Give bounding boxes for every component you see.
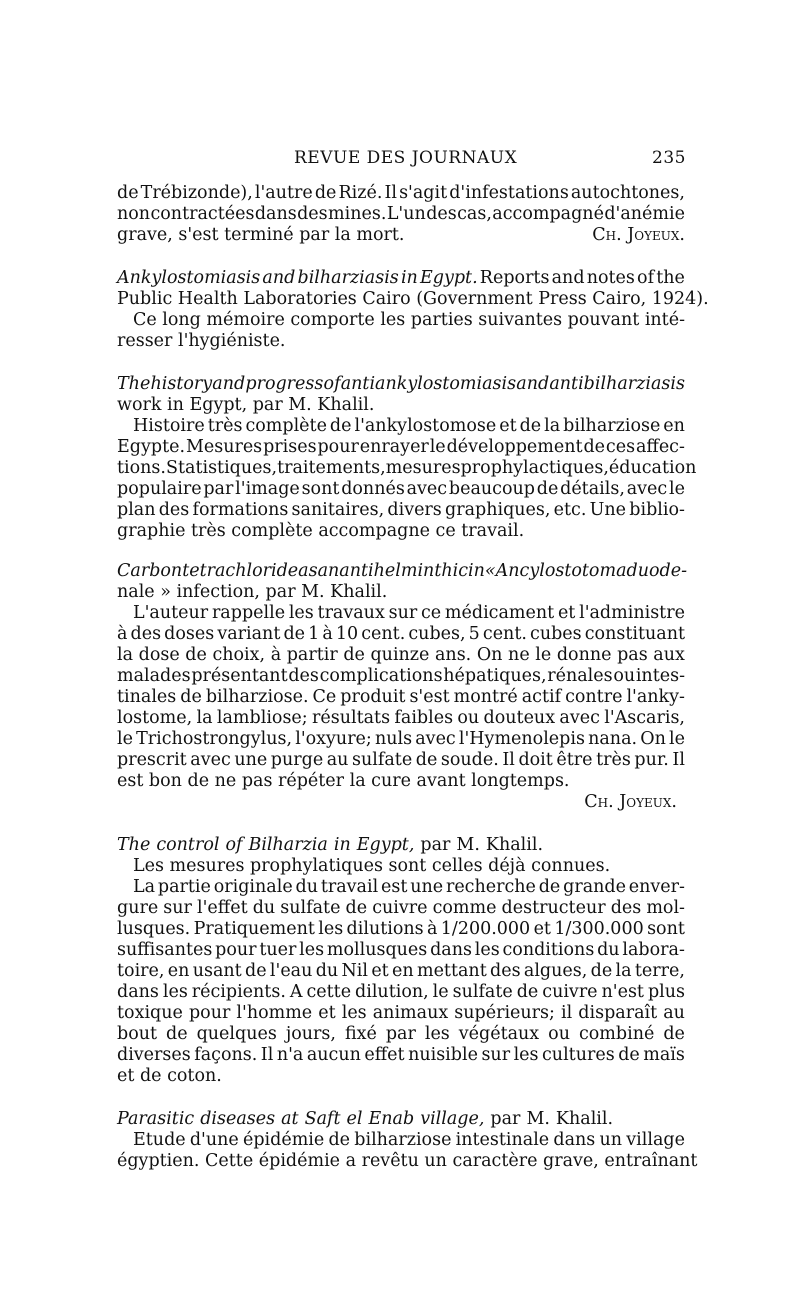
text-line: à des doses variant de 1 à 10 cent. cubes, 5 cent. cubes constituant — [117, 624, 685, 644]
author-signature: Ch. Joyeux. — [584, 792, 677, 812]
section-gap — [117, 246, 685, 268]
section-gap — [117, 542, 685, 561]
text-line: The history and progress of antiankylostomiasis and antibilharziasis — [117, 374, 685, 394]
text-line: Etude d'une épidémie de bilharziose intestinale dans un village — [133, 1130, 685, 1150]
text-line: graphie très complète accompagne ce travail. — [117, 521, 525, 541]
page-number: 235 — [652, 148, 686, 168]
text-line: et de coton. — [117, 1066, 222, 1086]
page-body — [117, 183, 709, 1172]
text-line: lostome, la lambliose; résultats faibles ou douteux avec l'Ascaris, — [117, 708, 685, 728]
text-line: Parasitic diseases at Saft el Enab village, par M. Khalil. — [117, 1109, 614, 1129]
text-line: tinales de bilharziose. Ce produit s'est montré actif contre l'anky- — [117, 687, 685, 707]
text-line: Carbon tetrachloride as an antihelminthic in « Ancylostotoma duode- — [117, 561, 687, 581]
section-gap — [117, 813, 685, 835]
section-gap — [117, 1087, 685, 1109]
text-line: diverses façons. Il n'a aucun effet nuisible sur les cultures de maïs — [117, 1045, 685, 1065]
text-line: lusques. Pratiquement les dilutions à 1/200.000 et 1/300.000 sont — [117, 919, 685, 939]
text-line — [117, 225, 685, 246]
review-entry — [117, 183, 685, 246]
text-line: toire, en usant de l'eau du Nil et en mettant des algues, de la terre, — [117, 961, 685, 981]
text-line: est bon de ne pas répéter la cure avant longtemps. — [117, 771, 570, 791]
author-signature: Ch. Joyeux. — [592, 225, 685, 245]
review-entry — [117, 268, 709, 352]
text-line: toxique pour l'homme et les animaux supérieurs; il disparaît au — [117, 1003, 685, 1023]
text-line: Les mesures prophylatiques sont celles déjà connues. — [133, 856, 611, 876]
text-line: prescrit avec une purge au sulfate de soude. Il doit être très pur. Il — [117, 750, 685, 770]
text-line: Histoire très complète de l'ankylostomose et de la bilharziose en — [133, 416, 685, 436]
text-line: Public Health Laboratories Cairo (Government Press Cairo, 1924). — [117, 289, 709, 309]
text-line: Egypte. Mesures prises pour enrayer le développement de ces affec- — [117, 437, 685, 457]
header-title: REVUE DES JOURNAUX — [294, 148, 518, 168]
text-line: non contractées dans des mines. L'un des cas, accompagné d'anémie — [117, 204, 685, 224]
text-line: tions. Statistiques, traitements, mesures prophylactiques, éducation — [117, 458, 697, 478]
text-line: égyptien. Cette épidémie a revêtu un caractère grave, entraînant — [117, 1151, 698, 1171]
text-line: malades présentant des complications hépatiques, rénales ou intes- — [117, 666, 685, 686]
text-line: L'auteur rappelle les travaux sur ce médicament et l'administre — [133, 603, 685, 623]
text-line: Ankylostomiasis and bilharziasis in Egypt. Reports and notes of the — [117, 268, 685, 288]
text-line: bout de quelques jours, fixé par les végétaux ou combiné de — [117, 1024, 685, 1044]
text-line: The control of Bilharzia in Egypt, par M. Khalil. — [117, 835, 544, 855]
text-line: suffisantes pour tuer les mollusques dans les conditions du labora- — [117, 940, 685, 960]
review-entry — [117, 374, 697, 542]
review-entry — [117, 835, 685, 1087]
line-text: grave, s'est terminé par la mort. — [117, 225, 405, 245]
text-line: resser l'hygiéniste. — [117, 331, 286, 351]
text-line: Ce long mémoire comporte les parties suivantes pouvant inté- — [133, 310, 685, 330]
review-entry — [117, 561, 685, 813]
text-line: gure sur l'effet du sulfate de cuivre comme destructeur des mol- — [117, 898, 685, 918]
text-line — [117, 792, 685, 813]
text-line: populaire par l'image sont donnés avec beaucoup de détails, avec le — [117, 479, 685, 499]
text-line: plan des formations sanitaires, divers graphiques, etc. Une biblio- — [117, 500, 685, 520]
section-gap — [117, 352, 685, 374]
text-line: work in Egypt, par M. Khalil. — [117, 395, 375, 415]
text-line: le Trichostrongylus, l'oxyure; nuls avec l'Hymenolepis nana. On le — [117, 729, 685, 749]
review-entry — [117, 1109, 698, 1172]
text-line: de Trébizonde), l'autre de Rizé. Il s'agit d'infestations autochtones, — [117, 183, 685, 203]
text-line: dans les récipients. A cette dilution, le sulfate de cuivre n'est plus — [117, 982, 685, 1002]
text-line: la dose de choix, à partir de quinze ans. On ne le donne pas aux — [117, 645, 685, 665]
text-line: La partie originale du travail est une recherche de grande enver- — [133, 877, 685, 897]
text-line: nale » infection, par M. Khalil. — [117, 582, 388, 602]
